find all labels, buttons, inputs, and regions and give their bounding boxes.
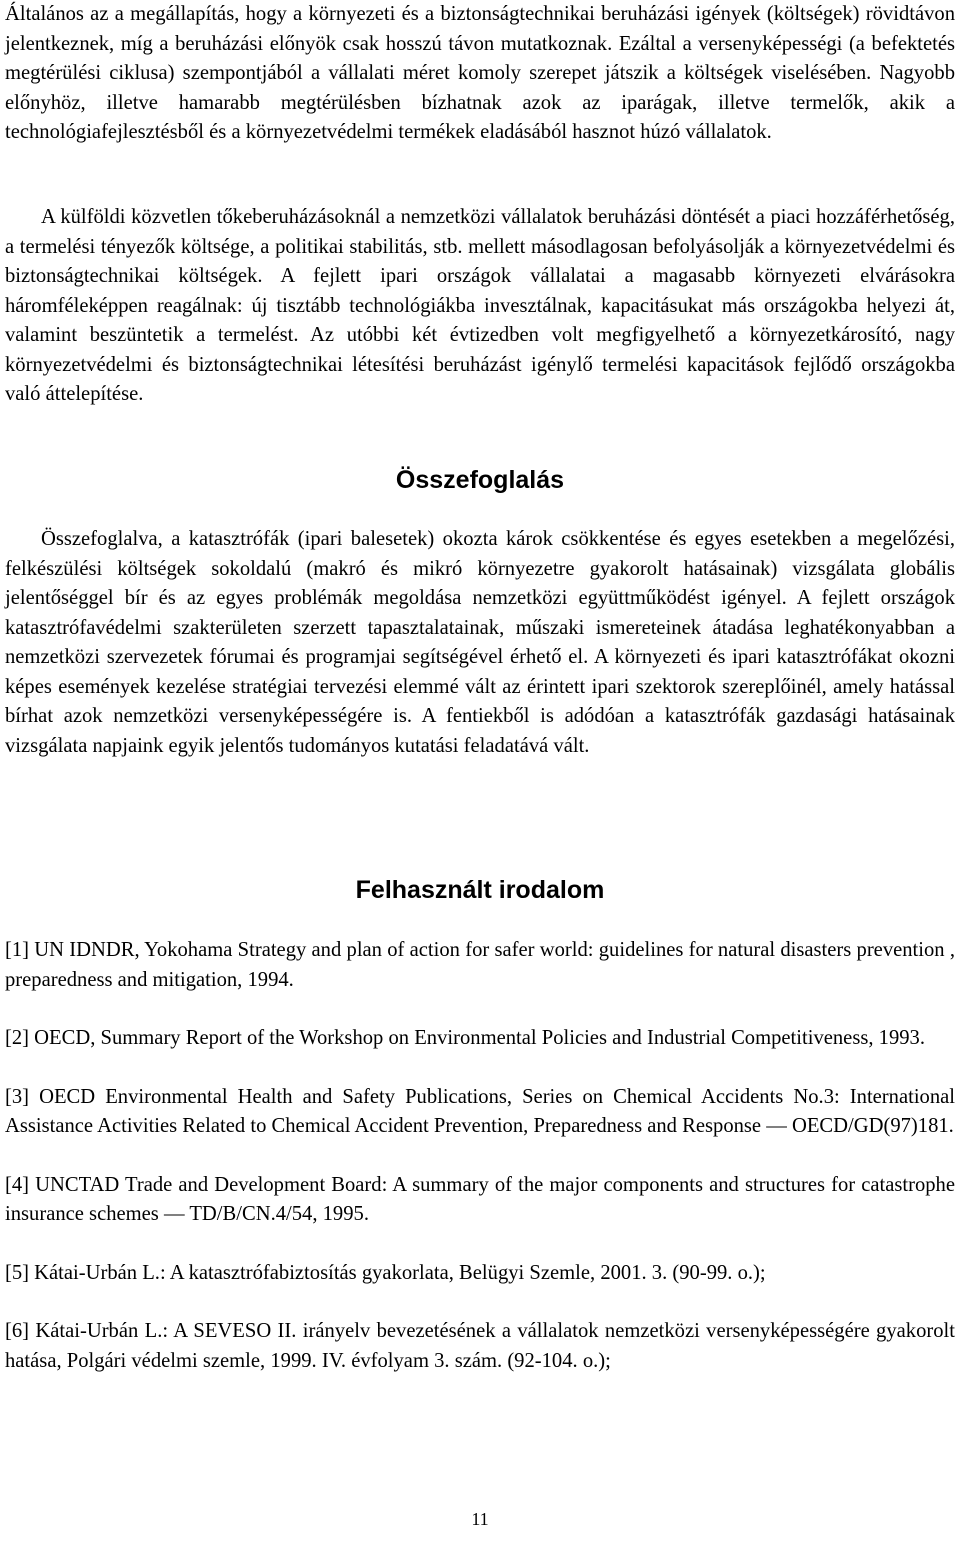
reference-item: [3] OECD Environmental Health and Safety Publications, Series on Chemical Accidents No.3: International Assistance Activities Related to Chemical Accident Prevention, Preparedness and Response — OECD/GD(97)181.	[5, 1085, 955, 1137]
paragraph-intro: Általános az a megállapítás, hogy a környezeti és a biztonságtechnikai beruházási igények (költségek) rövidtávon jelentkeznek, míg a beruházási előnyök csak hosszú távon mutatkoznak. Ezáltal a versenyképességi (a befektetés megtérülési ciklusa) szempontjából a vállalati méret komoly szerepet játszik a költségek viselésében. Nagyobb előnyhöz, illetve hamarabb megtérülésben bízhatnak azok az iparágak, illetve termelők, akik a technológiafejlesztésből és a környezetvédelmi termékek eladásából hasznot húzó vállalatok.	[5, 3, 955, 143]
section-heading-summary: Összefoglalás	[395, 466, 565, 494]
paragraph-foreign-investment: A külföldi közvetlen tőkeberuházásoknál a nemzetközi vállalatok beruházási döntését a piaci hozzáférhetőség, a termelési tényezők költsége, a politikai stabilitás, stb. mellett másodlagosan befolyásolják a környezetvédelmi és biztonságtechnikai költségek. A fejlett ipari országok vállalatai a magasabb környezeti elvárásokra háromféleképpen reagálnak: új tisztább technológiákba invesztálnak, kapacitásukat más országokba helyezi át, valamint beszüntetik a termelést. Az utóbbi két évtizedben volt megfigyelhető a környezetkárosító, nagy környezetvédelmi és biztonságtechnikai létesítési beruházást igénylő termelési kapacitások fejlődő országokba való áttelepítése.	[5, 206, 955, 405]
section-heading-references: Felhasznált irodalom	[355, 876, 605, 904]
reference-item: [4] UNCTAD Trade and Development Board: A summary of the major components and structures for catastrophe insurance schemes — TD/B/CN.4/54, 1995.	[5, 1173, 955, 1225]
reference-item: [5] Kátai-Urbán L.: A katasztrófabiztosítás gyakorlata, Belügyi Szemle, 2001. 3. (90-99. o.);	[5, 1261, 766, 1284]
reference-item: [2] OECD, Summary Report of the Workshop on Environmental Policies and Industrial Competitiveness, 1993.	[5, 1027, 925, 1049]
reference-list	[5, 936, 955, 1405]
reference-item: [1] UN IDNDR, Yokohama Strategy and plan of action for safer world: guidelines for natural disasters prevention , preparedness and mitigation, 1994.	[5, 939, 955, 991]
paragraph-summary: Összefoglalva, a katasztrófák (ipari balesetek) okozta károk csökkentése és egyes esetekben a megelőzési, felkészülési költségek sokoldalú (makró és mikró környezetre gyakorolt hatásainak) vizsgálata globális jelentőséggel bír és az egyes problémák megoldása nemzetközi együttműködést igényel. A fejlett országok katasztrófavédelmi szakterületen szerzett tapasztalatainak, műszaki ismereteinek átadása leghatékonyabban a nemzetközi szervezetek fórumai és programjai segítségével érhető el. A környezeti és ipari katasztrófákat okozni képes események kezelése stratégiai tervezési elemmé vált az érintett ipari szektorok szereplőinél, amely hatással bírhat azok nemzetközi versenyképességére is. A fentiekből is adódóan a katasztrófák gazdasági hatásainak vizsgálata napjaink egyik jelentős tudományos kutatási feladatává vált.	[5, 528, 955, 757]
page-number: 11	[471, 1509, 489, 1529]
reference-item: [6] Kátai-Urbán L.: A SEVESO II. irányelv bevezetésének a vállalatok nemzetközi versenyképességére gyakorolt hatása, Polgári védelmi szemle, 1999. IV. évfolyam 3. szám. (92-104. o.);	[5, 1320, 955, 1372]
